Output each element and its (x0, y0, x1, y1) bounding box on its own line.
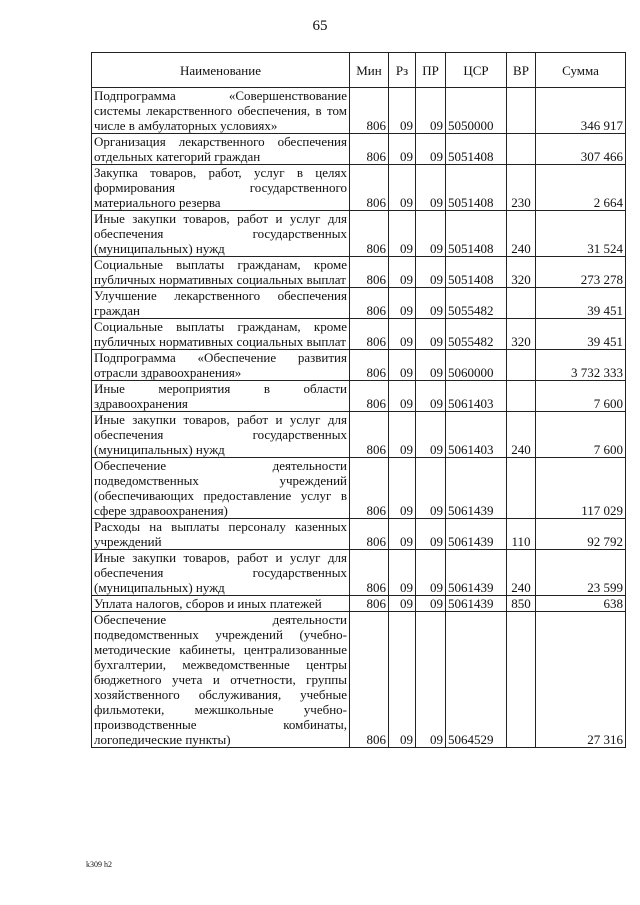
cell-name: Иные мероприятия в области здравоохранения (92, 381, 350, 412)
cell-rz: 09 (389, 134, 416, 165)
table-row (92, 211, 626, 257)
column-header-sum: Сумма (536, 53, 626, 88)
cell-min: 806 (350, 596, 389, 612)
table-row (92, 412, 626, 458)
cell-rz: 09 (389, 596, 416, 612)
cell-name: Уплата налогов, сборов и иных платежей (92, 596, 350, 612)
cell-vr (507, 134, 536, 165)
cell-csr: 5061439 (446, 458, 507, 519)
column-header-rz: Рз (389, 53, 416, 88)
cell-name: Социальные выплаты гражданам, кроме публичных нормативных социальных выплат (92, 319, 350, 350)
cell-csr: 5055482 (446, 319, 507, 350)
cell-name: Иные закупки товаров, работ и услуг для обеспечения государственных (муниципальных) нужд (92, 211, 350, 257)
table-row (92, 350, 626, 381)
cell-vr (507, 612, 536, 748)
cell-csr: 5050000 (446, 88, 507, 134)
cell-rz: 09 (389, 550, 416, 596)
cell-rz: 09 (389, 612, 416, 748)
table-row (92, 88, 626, 134)
column-header-min: Мин (350, 53, 389, 88)
cell-vr: 320 (507, 319, 536, 350)
cell-rz: 09 (389, 165, 416, 211)
cell-csr: 5051408 (446, 165, 507, 211)
table-row (92, 257, 626, 288)
cell-sum: 7 600 (536, 381, 626, 412)
cell-name: Иные закупки товаров, работ и услуг для обеспечения государственных (муниципальных) нужд (92, 412, 350, 458)
cell-name: Подпрограмма «Обеспечение развития отрасли здравоохранения» (92, 350, 350, 381)
cell-vr: 240 (507, 412, 536, 458)
table-row (92, 519, 626, 550)
cell-sum: 3 732 333 (536, 350, 626, 381)
cell-min: 806 (350, 211, 389, 257)
cell-min: 806 (350, 381, 389, 412)
cell-pr: 09 (416, 596, 446, 612)
table-row (92, 288, 626, 319)
cell-pr: 09 (416, 211, 446, 257)
page-number: 65 (312, 18, 328, 34)
cell-csr: 5061403 (446, 381, 507, 412)
cell-min: 806 (350, 612, 389, 748)
cell-rz: 09 (389, 350, 416, 381)
table-row (92, 458, 626, 519)
footer-code: k309 h2 (86, 860, 112, 869)
cell-sum: 39 451 (536, 288, 626, 319)
cell-rz: 09 (389, 319, 416, 350)
cell-min: 806 (350, 257, 389, 288)
cell-name: Расходы на выплаты персоналу казенных учреждений (92, 519, 350, 550)
cell-pr: 09 (416, 319, 446, 350)
cell-vr: 230 (507, 165, 536, 211)
cell-csr: 5061439 (446, 519, 507, 550)
cell-min: 806 (350, 134, 389, 165)
cell-pr: 09 (416, 412, 446, 458)
cell-sum: 307 466 (536, 134, 626, 165)
cell-pr: 09 (416, 350, 446, 381)
column-header-vr: ВР (507, 53, 536, 88)
table-row (92, 381, 626, 412)
cell-name: Обеспечение деятельности подведомственных учреждений (учебно-методические кабинеты, централизованные бухгалтерии, межведомственные центры бюджетного учета и отчетности, группы хозяйственного обслуживания, учебные фильмотеки, межшкольные учебно-производственные комбинаты, логопедические пункты) (92, 612, 350, 748)
cell-vr: 240 (507, 550, 536, 596)
table-row (92, 134, 626, 165)
cell-pr: 09 (416, 612, 446, 748)
cell-sum: 638 (536, 596, 626, 612)
cell-pr: 09 (416, 88, 446, 134)
cell-vr: 240 (507, 211, 536, 257)
table-header-row (92, 53, 626, 88)
cell-rz: 09 (389, 412, 416, 458)
column-header-name: Наименование (92, 53, 350, 88)
cell-min: 806 (350, 319, 389, 350)
cell-min: 806 (350, 519, 389, 550)
cell-csr: 5051408 (446, 257, 507, 288)
column-header-pr: ПР (416, 53, 446, 88)
table-row (92, 550, 626, 596)
cell-vr (507, 458, 536, 519)
table-row (92, 612, 626, 748)
cell-vr (507, 288, 536, 319)
cell-csr: 5060000 (446, 350, 507, 381)
cell-rz: 09 (389, 519, 416, 550)
table-row (92, 596, 626, 612)
cell-csr: 5055482 (446, 288, 507, 319)
cell-pr: 09 (416, 550, 446, 596)
cell-name: Обеспечение деятельности подведомственных учреждений (обеспечивающих предоставление услуг в сфере здравоохранения) (92, 458, 350, 519)
cell-sum: 92 792 (536, 519, 626, 550)
cell-sum: 2 664 (536, 165, 626, 211)
cell-pr: 09 (416, 134, 446, 165)
cell-rz: 09 (389, 288, 416, 319)
cell-vr (507, 350, 536, 381)
cell-name: Закупка товаров, работ, услуг в целях формирования государственного материального резерва (92, 165, 350, 211)
cell-pr: 09 (416, 519, 446, 550)
cell-name: Организация лекарственного обеспечения отдельных категорий граждан (92, 134, 350, 165)
cell-sum: 7 600 (536, 412, 626, 458)
cell-rz: 09 (389, 88, 416, 134)
cell-vr (507, 381, 536, 412)
cell-vr: 110 (507, 519, 536, 550)
table-row (92, 319, 626, 350)
cell-name: Подпрограмма «Совершенствование системы лекарственного обеспечения, в том числе в амбулаторных условиях» (92, 88, 350, 134)
cell-min: 806 (350, 550, 389, 596)
cell-rz: 09 (389, 458, 416, 519)
cell-sum: 273 278 (536, 257, 626, 288)
cell-sum: 117 029 (536, 458, 626, 519)
cell-pr: 09 (416, 165, 446, 211)
cell-sum: 39 451 (536, 319, 626, 350)
cell-min: 806 (350, 165, 389, 211)
cell-csr: 5061403 (446, 412, 507, 458)
cell-rz: 09 (389, 257, 416, 288)
cell-rz: 09 (389, 211, 416, 257)
cell-vr: 320 (507, 257, 536, 288)
cell-csr: 5051408 (446, 134, 507, 165)
cell-min: 806 (350, 350, 389, 381)
cell-min: 806 (350, 412, 389, 458)
cell-vr (507, 88, 536, 134)
column-header-csr: ЦСР (446, 53, 507, 88)
cell-name: Социальные выплаты гражданам, кроме публичных нормативных социальных выплат (92, 257, 350, 288)
cell-name: Иные закупки товаров, работ и услуг для обеспечения государственных (муниципальных) нужд (92, 550, 350, 596)
cell-sum: 23 599 (536, 550, 626, 596)
cell-min: 806 (350, 88, 389, 134)
cell-csr: 5051408 (446, 211, 507, 257)
cell-min: 806 (350, 458, 389, 519)
cell-pr: 09 (416, 257, 446, 288)
cell-pr: 09 (416, 288, 446, 319)
cell-sum: 27 316 (536, 612, 626, 748)
cell-vr: 850 (507, 596, 536, 612)
budget-table (91, 52, 626, 748)
cell-csr: 5061439 (446, 596, 507, 612)
cell-name: Улучшение лекарственного обеспечения граждан (92, 288, 350, 319)
cell-min: 806 (350, 288, 389, 319)
cell-sum: 346 917 (536, 88, 626, 134)
cell-csr: 5061439 (446, 550, 507, 596)
cell-csr: 5064529 (446, 612, 507, 748)
cell-pr: 09 (416, 458, 446, 519)
cell-pr: 09 (416, 381, 446, 412)
cell-rz: 09 (389, 381, 416, 412)
table-row (92, 165, 626, 211)
cell-sum: 31 524 (536, 211, 626, 257)
